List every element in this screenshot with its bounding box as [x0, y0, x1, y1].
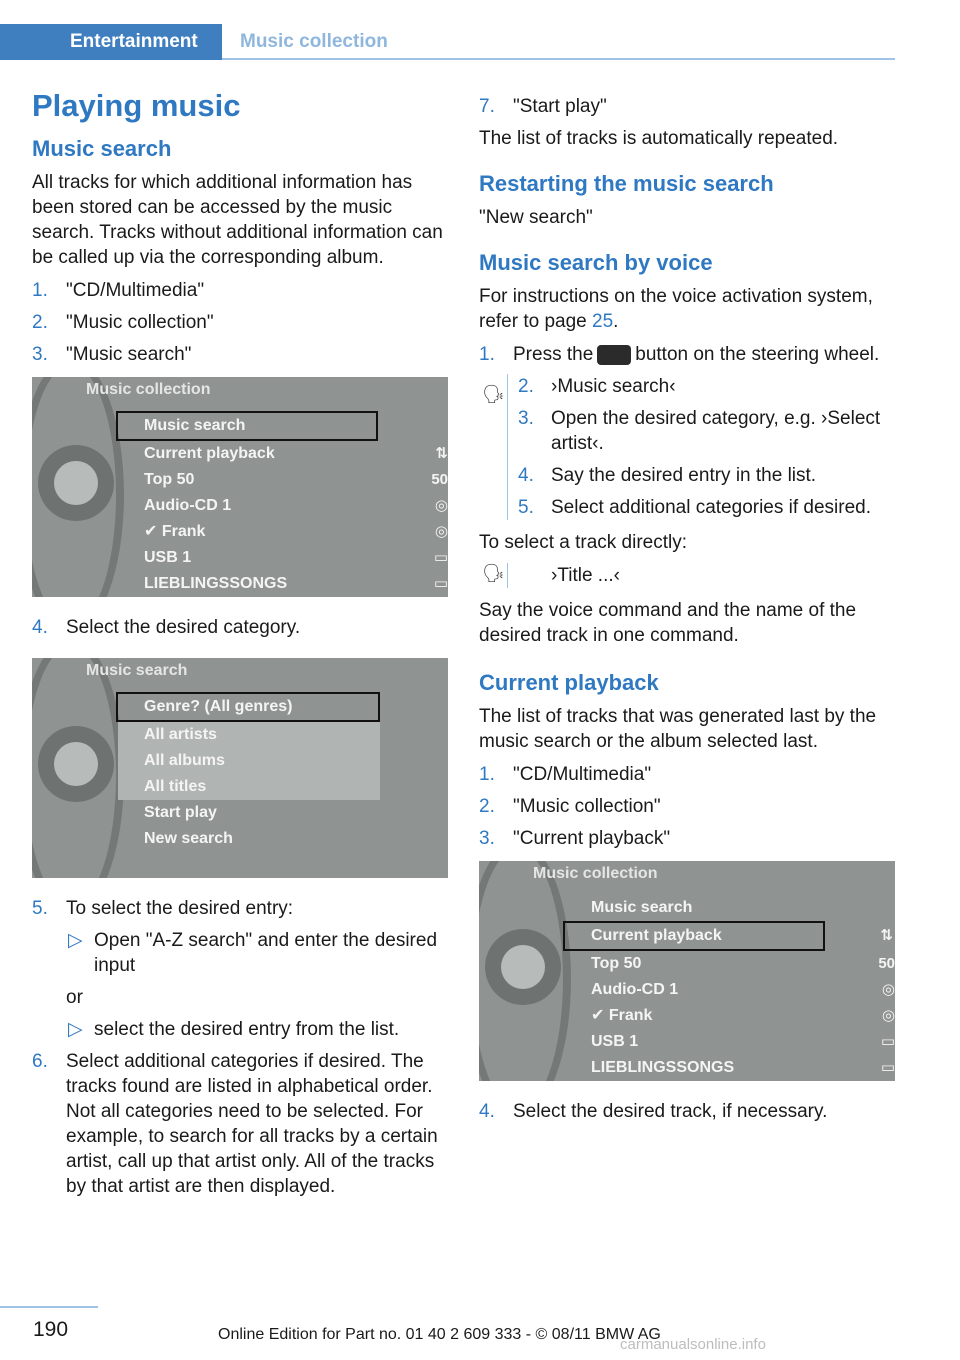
list-item: 7. "Start play": [479, 96, 607, 117]
voice-command: ›Title ...‹: [551, 565, 620, 586]
voice-block: [482, 374, 897, 520]
footer-text: Online Edition for Part no. 01 40 2 609 333 - © 08/11 BMW AG: [218, 1326, 661, 1343]
section-label: Entertainment: [70, 31, 198, 52]
list-item: 1. "CD/Multimedia": [479, 764, 652, 785]
list-item: 4. Select the desired category.: [32, 617, 301, 638]
say-text: Say the voice command and the name of the desired track in one command.: [479, 600, 857, 646]
list-item: 2. ›Music search‹: [518, 376, 676, 397]
menu-item: Genre? (All genres): [116, 692, 380, 722]
voice-block: [482, 563, 897, 588]
screenshot-current-playback: [479, 861, 895, 1081]
list-item: 3. "Music search": [32, 344, 192, 365]
screenshot-music-collection: [32, 377, 448, 597]
heading-voice: Music search by voice: [479, 250, 713, 275]
page-title: Playing music: [32, 88, 241, 123]
list-item: 1. Press the button on the steering wheel.: [479, 344, 880, 365]
screenshot-music-search: [32, 658, 448, 878]
sub-item: ▷ select the desired entry from the list.: [68, 1019, 400, 1040]
list-item: 2. "Music collection": [32, 312, 214, 333]
screen-title: Music collection: [86, 381, 211, 398]
repeat-note: The list of tracks is automatically repeated.: [479, 128, 839, 149]
left-column: [32, 88, 450, 1206]
list-item: 4. Select the desired track, if necessary.: [479, 1101, 828, 1122]
list-item: 5. To select the desired entry:: [32, 898, 294, 919]
current-intro: The list of tracks that was generated last by the music search or the album selected last.: [479, 706, 877, 752]
page-number: 190: [0, 1306, 98, 1308]
menu-item: LIEBLINGSSONGS ▭: [144, 575, 448, 592]
menu-item: Current playback ⇅: [563, 921, 825, 951]
heading-restart: Restarting the music search: [479, 171, 774, 196]
voice-button-icon: [597, 345, 631, 365]
heading-music-search: Music search: [32, 136, 172, 161]
list-item: 6. Select additional categories if desired. The tracks found are listed in alphabetical order. Not all categories need to be selected. For example, to search for all tracks by a certain artist, call up that artist only. All of the tracks by that artist are then displayed.: [32, 1051, 438, 1197]
list-item: 4. Say the desired entry in the list.: [518, 465, 817, 486]
subsection-label: Music collection: [240, 31, 388, 52]
menu-item: Music search: [591, 899, 693, 916]
screen-title: Music search: [86, 662, 188, 679]
page-link[interactable]: 25: [592, 311, 614, 332]
intro-paragraph: All tracks for which additional information has been stored can be accessed by the music search. Tracks without additional information can be called up via the corresponding album.: [32, 172, 443, 268]
menu-item: USB 1 ▭: [591, 1033, 895, 1050]
screen-title: Music collection: [533, 865, 658, 882]
watermark: carmanualsonline.info: [620, 1336, 766, 1353]
list-item: 3. Open the desired category, e.g. ›Select artist‹.: [518, 408, 881, 454]
list-item: 2. "Music collection": [479, 796, 661, 817]
menu-item: Current playback ⇅: [144, 445, 448, 462]
list-item: 5. Select additional categories if desired.: [518, 497, 872, 518]
voice-command-icon: 🗣: [482, 384, 505, 404]
heading-current-playback: Current playback: [479, 670, 659, 695]
voice-command-icon: 🗣: [482, 563, 505, 583]
right-column: [479, 94, 897, 1131]
page-header: [0, 24, 895, 60]
menu-item: All titles: [118, 774, 380, 800]
menu-item: Top 50 50: [144, 471, 448, 488]
voice-intro: For instructions on the voice activation system, refer to page 25.: [479, 286, 873, 332]
direct-select-text: To select a track directly:: [479, 532, 688, 553]
sub-item: ▷ Open "A-Z search" and enter the desired input: [68, 930, 438, 976]
list-item: 1. "CD/Multimedia": [32, 280, 205, 301]
menu-item: Top 50 50: [591, 955, 895, 972]
section-tab: [0, 24, 222, 60]
menu-item: Audio-CD 1 ◎: [591, 981, 895, 998]
header-rule: [222, 58, 895, 60]
menu-item: New search: [144, 830, 233, 847]
menu-item: Audio-CD 1 ◎: [144, 497, 448, 514]
menu-item: ✔ Frank ◎: [144, 523, 448, 540]
menu-item: USB 1 ▭: [144, 549, 448, 566]
menu-item: All artists: [118, 722, 380, 748]
menu-item: Start play: [144, 804, 217, 821]
menu-item: LIEBLINGSSONGS ▭: [591, 1059, 895, 1076]
menu-item: All albums: [118, 748, 380, 774]
menu-item: Music search: [116, 411, 378, 441]
menu-item: ✔ Frank ◎: [591, 1007, 895, 1024]
new-search-text: "New search": [479, 207, 593, 228]
list-item: 3. "Current playback": [479, 828, 671, 849]
or-text: or: [66, 987, 83, 1008]
